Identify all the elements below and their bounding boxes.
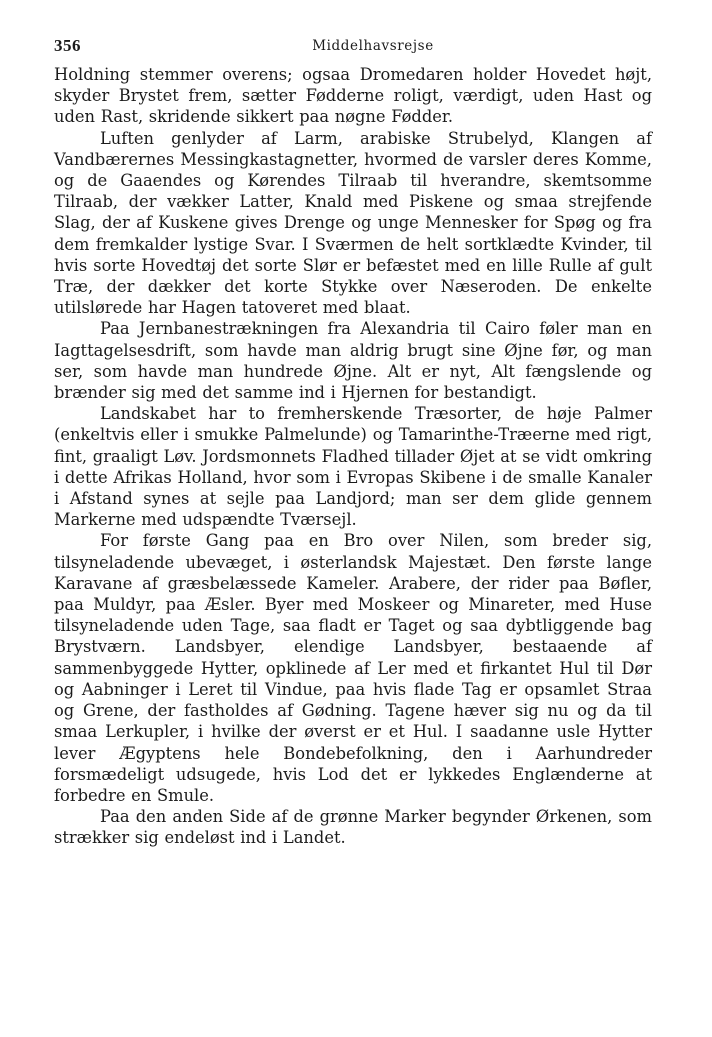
paragraph: Paa den anden Side af de grønne Marker begynder Ørkenen, som strækker sig endeløst ind i Landet. — [54, 807, 652, 848]
body-text — [54, 64, 652, 849]
paragraph: Paa Jernbanestrækningen fra Alexandria til Cairo føler man en Iagttagelsesdrift, som havde man aldrig brugt sine Øjne før, og man ser, som havde man hundrede Øjne. Alt er nyt, Alt fængslende og brænder sig med det samme ind i Hjernen for bestandigt. — [54, 319, 652, 403]
page-number: 356 — [54, 36, 81, 55]
running-title: Middelhavsrejse — [312, 38, 434, 54]
paragraph: For første Gang paa en Bro over Nilen, som breder sig, tilsyneladende ubevæget, i østerlandsk Majestæt. Den første lange Karavane af græsbelæssede Kameler. Arabere, der rider paa Bøfler, paa Muldyr, paa Æsler. Byer med Moskeer og Minareter, med Huse tilsyneladende uden Tage, saa fladt er Taget og saa dybtliggende bag Brystværn. Landsbyer, elendige Landsbyer, bestaaende af sammenbyggede Hytter, opklinede af Ler med et firkantet Hul til Dør og Aabninger i Leret til Vindue, paa hvis flade Tag er opsamlet Straa og Grene, der fastholdes af Gødning. Tagene hæver sig nu og da til smaa Lerkupler, i hvilke der øverst er et Hul. I saadanne usle Hytter lever Ægyptens hele Bondebefolkning, den i Aarhundreder forsmædeligt udsugede, hvis Lod det er lykkedes Englænderne at forbedre en Smule. — [54, 531, 652, 805]
page-header — [54, 36, 652, 58]
paragraph: Landskabet har to fremherskende Træsorter, de høje Palmer (enkeltvis eller i smukke Palmelunde) og Tamarinthe-Træerne med rigt, fint, graaligt Løv. Jordsmonnets Fladhed tillader Øjet at se vidt omkring i dette Afrikas Holland, hvor som i Evropas Skibene i de smalle Kanaler i Afstand synes at sejle paa Landjord; man ser dem glide gennem Markerne med udspændte Tværsejl. — [54, 404, 652, 530]
paragraph: Holdning stemmer overens; ogsaa Dromedaren holder Hovedet højt, skyder Brystet frem, sætter Fødderne roligt, værdigt, uden Hast og uden Rast, skridende sikkert paa nøgne Fødder. — [54, 65, 652, 127]
paragraph: Luften genlyder af Larm, arabiske Strubelyd, Klangen af Vandbærernes Messingkastagnetter, hvormed de varsler deres Komme, og de Gaaendes og Kørendes Tilraab til hverandre, skemtsomme Tilraab, der vækker Latter, Knald med Piskene og smaa strejfende Slag, der af Kuskene gives Drenge og unge Mennesker for Spøg og fra dem fremkalder lystige Svar. I Sværmen de helt sortklædte Kvinder, til hvis sorte Hovedtøj det sorte Slør er befæstet med en lille Rulle af gult Træ, der dækker det korte Stykke over Næseroden. De enkelte utilslørede har Hagen tatoveret med blaat. — [54, 128, 652, 318]
